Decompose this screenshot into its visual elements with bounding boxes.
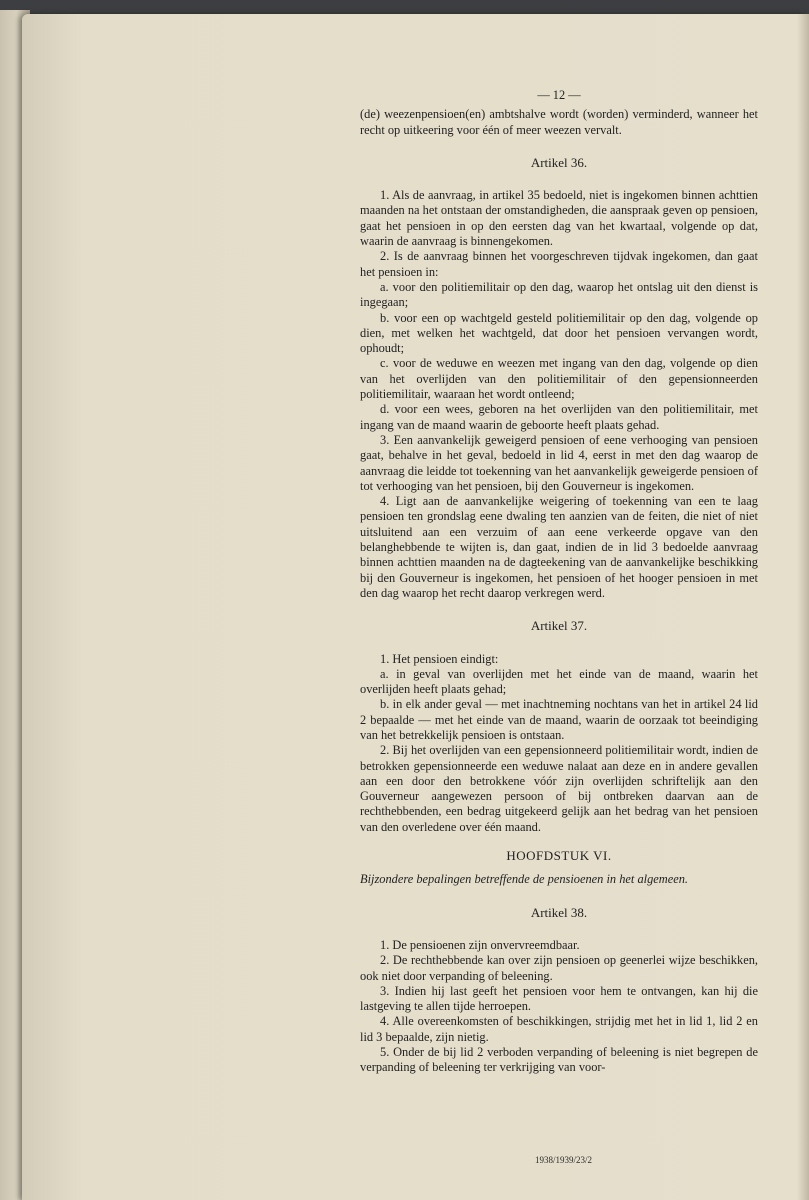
footer-reference: 1938/1939/23/2 [535, 1155, 593, 1165]
paragraph: a. voor den politiemilitair op den dag, waarop het ontslag uit den dienst is ingegaan; [360, 279, 758, 310]
paragraph: 2. De rechthebbende kan over zijn pensioen op geenerlei wijze beschikken, ook niet door verpanding of beleening. [360, 953, 758, 983]
paragraph: 2. Is de aanvraag binnen het voorgeschreven tijdvak ingekomen, dan gaat het pensioen in: [360, 249, 758, 279]
paragraph: 3. Een aanvankelijk geweigerd pensioen of eene verhooging van pensioen gaat, behalve in het geval, bedoeld in lid 4, eerst in met den dag waarop de aanvraag die leidde tot toekenning van het aanvankelijk geweigerde pensioen of tot verhooging van het pensioen, bij den Gouverneur is ingekomen. [360, 432, 758, 493]
paragraph: c. voor de weduwe en weezen met ingang van den dag, volgende op dien van het overlijden van den politiemilitair of den gepensionneerden politiemilitair, waaraan het wordt ontleend; [360, 356, 758, 402]
paragraph: 4. Alle overeenkomsten of beschikkingen, strijdig met het in lid 1, lid 2 en lid 3 bepaalde, zijn nietig. [360, 1014, 758, 1044]
article-heading: Artikel 36. [530, 154, 588, 170]
paragraph: 4. Ligt aan de aanvankelijke weigering of toekenning van een te laag pensioen ten grondslag eene dwaling ten aanzien van de feiten, die niet of niet uitsluitend aan een verzuim of aan eene verkeerde opgave van den belanghebbende te wijten is, dan gaat, indien de in lid 3 bedoelde aanvraag binnen achttien maanden na de dagteekening van de aanvankelijke beschikking bij den Gouverneur is ingekomen, het pensioen of het hooger pensioen in met den dag waarop het recht daarop verkregen werd. [360, 494, 758, 600]
paragraph: 1. Het pensioen eindigt: [380, 651, 499, 666]
paragraph: b. voor een op wachtgeld gesteld politiemilitair op den dag, volgende op dien, met welken het wachtgeld, dat door het pensioen vervangen wordt, ophoudt; [360, 310, 758, 356]
paragraph: b. in elk ander geval — met inachtneming nochtans van het in artikel 24 lid 2 bepaalde — met het einde van de maand, waarin de oorzaak tot beeindiging van het betrekkelijk pensioen is ontstaan. [360, 697, 758, 742]
paragraph: 1. De pensioenen zijn onvervreemdbaar. [380, 937, 580, 952]
page-edge-shadow [797, 14, 809, 1200]
paragraph: a. in geval van overlijden met het einde van de maand, waarin het overlijden heeft plaats gehad; [360, 666, 758, 697]
page-number: — 12 — [537, 88, 581, 102]
paragraph: d. voor een wees, geboren na het overlijden van den politiemilitair, met ingang van de maand waarin de geboorte heeft plaats gehad. [360, 402, 758, 432]
text-column [360, 88, 758, 1076]
paragraph: 1. Als de aanvraag, in artikel 35 bedoeld, niet is ingekomen binnen achttien maanden na het ontstaan der omstandigheden, die aanspraak geven op pensioen, gaat het pensioen in op den eersten dag van het kwartaal, volgende op dat, waarin de aanvraag is binnengekomen. [360, 188, 758, 249]
paragraph: 2. Bij het overlijden van een gepensionneerd politiemilitair wordt, indien de betrokken gepensionneerde een weduwe nalaat aan deze en in andere gevallen aan een door den betrokkene vóór zijn overlijden schriftelijk aan den Gouverneur aangewezen persoon of bij ontbreken daarvan aan de rechthebbenden, een bedrag uitgekeerd gelijk aan het bedrag van het pensioen van den overledene over één maand. [360, 743, 758, 834]
article-heading: Artikel 37. [530, 618, 588, 634]
paragraph: 5. Onder de bij lid 2 verboden verpanding of beleening is niet begrepen de verpanding of beleening ter verkrijging van voor- [360, 1045, 758, 1075]
chapter-heading: HOOFDSTUK VI. [506, 848, 612, 864]
document-body [360, 107, 758, 1075]
article-heading: Artikel 38. [530, 904, 588, 920]
paragraph: 3. Indien hij last geeft het pensioen voor hem te ontvangen, kan hij die lastgeving te allen tijde herroepen. [360, 983, 758, 1014]
chapter-subtitle: Bijzondere bepalingen betreffende de pensioenen in het algemeen. [360, 872, 689, 887]
paragraph: (de) weezenpensioen(en) ambtshalve wordt (worden) verminderd, wanneer het recht op uitkeering voor één of meer weezen vervalt. [360, 107, 758, 137]
